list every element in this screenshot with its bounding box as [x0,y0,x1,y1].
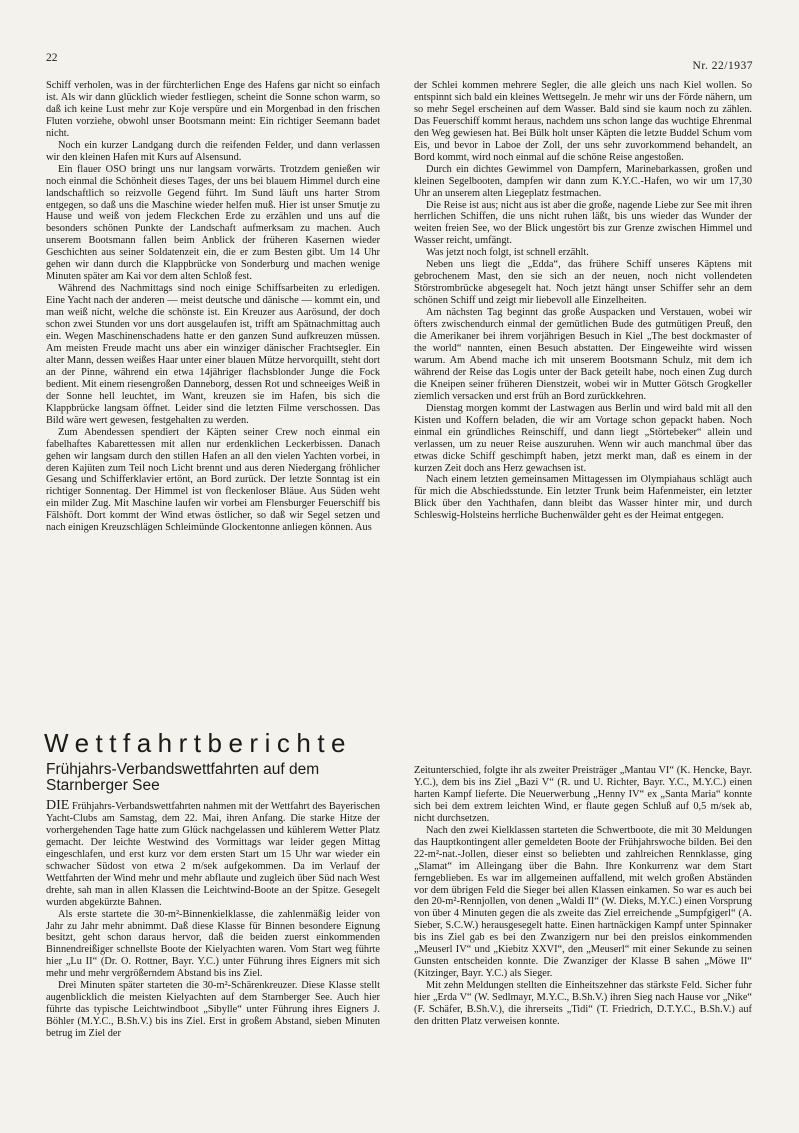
paragraph: Zum Abendessen spendiert der Käpten seiner Crew noch einmal ein fabelhaftes Kabarettessen mit allen nur erdenklichen Leckerbissen. Danach gehen wir langsam durch den stillen Hafen an all den vielen Yachten vorbei, in deren Kajüten zum Teil noch Licht brennt und aus deren Niedergang fröhlicher Gesang und Schifferklavier ertönt, an Bord zurück. Der letzte Sonntag ist ein richtiger Sonnentag. Der Himmel ist von fleckenloser Bläue. Aus Süden weht ein milder Zug. Mit Maschine laufen wir vorbei am Flensburger Feuerschiff bis Fälshöft. Dort kommt der Wind etwas östlicher, so daß wir Segel setzen und nach einigen Kreuzschlägen Schleimünde Glockentonne anliegen können. Aus [46,426,380,534]
page-number: 22 [46,52,58,64]
paragraph [46,800,380,909]
paragraph: Während des Nachmittags sind noch einige Schiffsarbeiten zu erledigen. Eine Yacht nach der anderen — meist deutsche und dänische — kommt ein, und man weiß nicht, welche die schönste ist. Ein Kreuzer aus Aarösund, der doch schon zwei Stunden vor uns dort ausgelaufen ist, trifft am Spätnachmittag auch ein. Wegen Maschinenschadens hatte er den ganzen Sund aufkreuzen müssen. Am meisten Freude macht uns aber ein winziger dänischer Frachtsegler. Ein alter Mann, dessen weißes Haar unter einer blauen Mütze hervorquillt, steht dort an der Pinne, während ein etwa 14jähriger flachsblonder Junge die Fock bedient. Mit einem riesengroßen Danneborg, dessen Rot und schneeiges Weiß in der Sonne hell leuchtet, im Want, kreuzen sie im Hafen, bis sich die Klappbrücke langsam öffnet. Leider sind die letzten Filme verschossen. Das Bild wäre wert gewesen, festgehalten zu werden. [46,283,380,426]
paragraph: Durch ein dichtes Gewimmel von Dampfern, Marinebarkassen, großen und kleinen Segelbooten, dampfen wir dann zum K.Y.C.-Hafen, wo wir um 17,30 Uhr an unserem alten Liegeplatz festmachen. [414,163,752,199]
article-title: Frühjahrs-Verbandswettfahrten auf dem Starnberger See [46,761,320,794]
paragraph: Am nächsten Tag beginnt das große Auspacken und Verstauen, wobei wir öfters zwischendurch einmal der gemütlichen Bude des gutmütigen Preuß, den die Amerikaner bei ihrem vorjährigen Besuch in Kiel „The best dockmaster of the world“ nannten, einen Besuch abstatten. Der Eingeweihte wird wissen warum. Am Abend mache ich mit unserem Bootsmann Schulz, mit dem ich während der Reise das Logis unter der Back geteilt habe, noch einen Zug durch die Kneipen seiner früheren Dienstzeit, wobei wir in Mutter Götsch Grogkeller ziemlich versacken und erst früh an Bord zurückkehren. [414,307,752,402]
section-title: Wettfahrtberichte [44,728,353,758]
paragraph: Was jetzt noch folgt, ist schnell erzählt. [426,247,589,259]
paragraph: Nach den zwei Kielklassen starteten die Schwertboote, die mit 30 Meldungen das Hauptkontingent aller gemeldeten Boote der Frühjahrswoche bilden. Bei den 22-m²-nat.-Jollen, dieser einst so beliebten und zahlreichen Rennklasse, ging „Slamat“ im Alleingang über die Bahn. Ihre Konkurrenz war dem Start ferngeblieben. Es war im allgemeinen auffallend, mit welch großen Abständen vor dem übrigen Feld die Sieger bei allen Klassen einkamen. So war es auch bei den 20-m²-Rennjollen, von denen „Waldi II“ (W. Dieks, M.Y.C.) einen Vorsprung von über 4 Minuten gegen die als zweite das Ziel erreichende „Sumpfgigerl“ (A. Sieber, S.C.W.) herausgesegelt hatte. Einen hartnäckigen Kampf unter Spinnaker bis ins Ziel gab es bei den Zwanzigern nur bei den preislos einkommenden „Meuserl IV“ und „Kiebitz XXVI“, den „Meuserl“ mit einer Sekunde zu seinen Gunsten entscheiden konnte. Die Zwanziger der Klasse B sahen „Möwe II“ (Kitzinger, Bayr. Y.C.) als Sieger. [414,824,752,980]
column-2 [414,80,752,522]
issue-number: Nr. 22/1937 [692,60,753,72]
paragraph: Die Reise ist aus; nicht aus ist aber die große, nagende Liebe zur See mit ihren herrlichen Schiffen, die uns nicht ruhen läßt, bis uns wieder das Wunder der weiten freien See, wo der Blick ungestört bis zur Grenze zwischen Himmel und Wasser reicht, umfängt. [414,199,752,247]
paragraph-text: Frühjahrs-Verbandswettfahrten nahmen mit der Wettfahrt des Bayerischen Yacht-Clubs am Samstag, dem 22. Mai, ihren Anfang. Die starke Hitze der vorhergehenden Tage hatte zum Glück nachgelassen und kühlerem Wetter Platz gemacht. Der leichte Westwind des Vormittags war leider gegen Mittag eingeschlafen, und erst kurz vor dem ersten Start um 15 Uhr war wieder ein schwacher Südost von etwa 2 m/sek aufgekommen. Da im Verlauf der Wettfahrten der Wind mehr und mehr abflaute und zugleich über Süd nach West drehte, sah man in allen Klassen die Leichtwind-Boote an der Spitze. Gesegelt wurden abgekürzte Bahnen. [46,801,380,908]
paragraph: Dienstag morgen kommt der Lastwagen aus Berlin und wird bald mit all den Kisten und Koffern beladen, die wir am Vortage schon gepackt haben. Noch einmal ein gründliches Reinschiff, und dann liegt „Störtebeker“ allein und verlassen, um zu neuer Reise auszuruhen. Wenn wir auch manchmal über das etwas dicke Schiff geschimpft haben, jetzt merkt man, daß es einem in der kurzen Zeit doch ans Herz gewachsen ist. [414,402,752,474]
paragraph: Als erste startete die 30-m²-Binnenkielklasse, die zahlenmäßig leider von Jahr zu Jahr mehr abnimmt. Daß diese Klasse für Binnen besondere Eignung besitzt, geht schon daraus hervor, daß die beiden zuerst einkommenden Binnendreißiger schnellste Boote der Kielyachten waren. Vom Start weg führte hier „Lu II“ (Dr. O. Rottner, Bayr. Y.C.) unter Führung ihres Eigners mit sich mehr und mehr vergrößerndem Abstand bis ins Ziel. [46,908,380,980]
column-3 [46,800,380,1040]
paragraph: Mit zehn Meldungen stellten die Einheitszehner das stärkste Feld. Sicher fuhr hier „Erda V“ (W. Sedlmayr, M.Y.C., B.Sh.V.) ihren Sieg nach Hause vor „Nike“ (F. Schäfer, B.Sh.V.), die ihrerseits „Tidi“ (T. Friedrich, D.T.Y.C., B.Sh.V.) auf den dritten Platz verweisen konnte. [414,980,752,1028]
paragraph: der Schlei kommen mehrere Segler, die alle gleich uns nach Kiel wollen. So entspinnt sich bald ein kleines Wettsegeln. Je mehr wir uns der Förde nähern, um so mehr Segel erscheinen auf dem Wasser. Bald sind sie kaum noch zu zählen. Das Feuerschiff kommt heraus, nachdem uns schon lange das wuchtige Ehrenmal den Weg gewiesen hat. Bei Bülk holt unser Käpten die letzte Buddel Schum vom Eis, und bevor in Laboe der Zoll, der uns sehr zuvorkommend behandelt, an Bord kommt, wird noch einmal auf die schöne Reise angestoßen. [414,80,752,163]
paragraph: Neben uns liegt die „Edda“, das frühere Schiff unseres Käptens mit gebrochenem Mast, den sie sich an der neuen, noch nicht vollendeten Störstrombrücke abgesegelt hat. Noch jetzt hängt unser Schiffer sehr an dem schönen Schiff und zeigt mir liebevoll alle Einzelheiten. [414,259,752,307]
dropcap: DIE [46,798,70,813]
column-1 [46,80,380,534]
paragraph: Zeitunterschied, folgte ihr als zweiter Preisträger „Mantau VI“ (K. Hencke, Bayr. Y.C.), dem bis ins Ziel „Bazi V“ (R. und U. Richter, Bayr. Y.C., M.Y.C.) einen harten Kampf lieferte. Die Neuerwerbung „Henny IV“ ex „Santa Maria“ konnte sich bei dem extrem leichten Wind, er flaute gegen Schluß auf 0,5 m/sek ab, nicht durchsetzen. [414,765,752,824]
paragraph: Noch ein kurzer Landgang durch die reifenden Felder, und dann verlassen wir den kleinen Hafen mit Kurs auf Alsensund. [46,139,380,163]
paragraph: Nach einem letzten gemeinsamen Mittagessen im Olympiahaus schlägt auch für mich die Abschiedsstunde. Ein letzter Trunk beim Hafenmeister, ein letzter Blick über den Yachthafen, dann bleibt das Wasser hinter mir, und durch Schleswig-Holsteins herrliche Buchenwälder geht es der Heimat entgegen. [414,474,752,522]
paragraph: Ein flauer OSO bringt uns nur langsam vorwärts. Trotzdem genießen wir noch einmal die Schönheit dieses Tages, der uns bei blauem Himmel durch eine landschaftlich so reizvolle Gegend führt. Im Sund läuft uns harter Strom entgegen, so daß uns die Maschine wieder helfen muß. Hier ist unser Smutje zu Hause und weiß von jedem Fleckchen Erde zu erzählen und uns auf die besonders schönen Punkte der Landschaft aufmerksam zu machen. Auch unserem Bootsmann fallen beim Anblick der früheren Kasernen wieder Geschichten aus seiner Soldatenzeit ein, die er zum Besten gibt. Um 14 Uhr gehen wir dann durch die Klappbrücke von Sonderburg und machen wenige Minuten später am Kai vor dem alten Schloß fest. [46,163,380,283]
paragraph: Drei Minuten später starteten die 30-m²-Schärenkreuzer. Diese Klasse stellt augenblicklich die meisten Kielyachten auf dem Starnberger See. Auch hier führte das typische Leichtwindboot „Sibylle“ unter Führung ihres Eigners J. Böhler (M.Y.C., B.Sh.V.) bis ins Ziel. Erst in großem Abstand, sieben Minuten betrug im Ziel der [46,980,380,1040]
paragraph: Schiff verholen, was in der fürchterlichen Enge des Hafens gar nicht so einfach ist. Als wir dann glücklich wieder festliegen, scheint die Sonne schon warm, so daß ich keine Lust mehr zur Koje verspüre und ein Morgenbad in den frischen Fluten vorziehe, obwohl unser Bootsmann meint: Ein richtiger Seemann badet nicht. [46,80,380,139]
column-4 [414,765,752,1028]
